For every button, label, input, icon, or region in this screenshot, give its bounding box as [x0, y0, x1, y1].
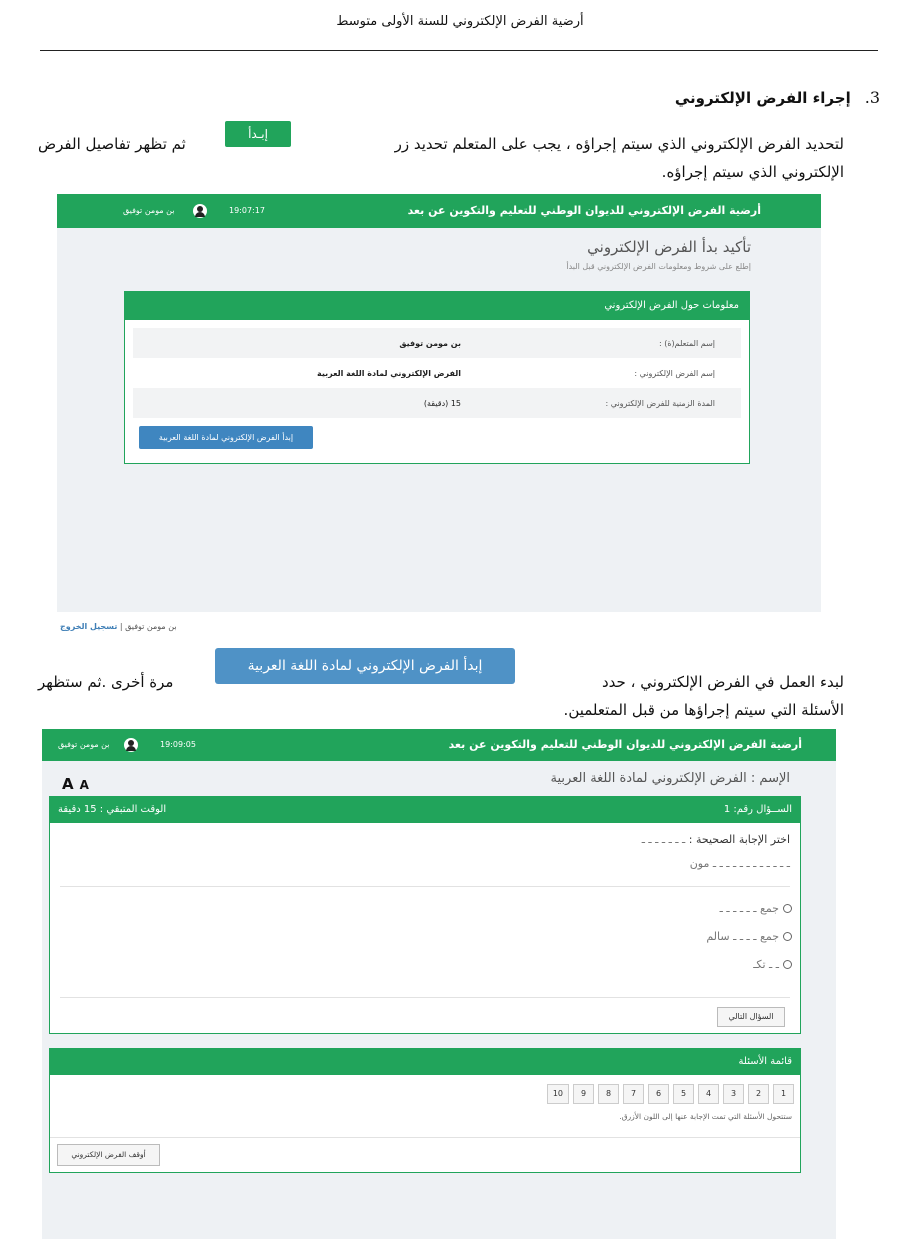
para1-line2: الإلكتروني الذي سيتم إجراؤه. — [661, 163, 844, 181]
question-prompt: اختر الإجابة الصحيحة : — [688, 833, 790, 846]
info-row — [133, 388, 741, 418]
option-label: ـ ـ تكـ — [753, 958, 779, 971]
document-header: أرضية الفرض الإلكتروني للسنة الأولى متوسط — [336, 14, 584, 29]
separator — [60, 997, 790, 998]
stop-exam-button[interactable]: أوقف الفرض الإلكتروني — [57, 1144, 160, 1166]
question-number-button[interactable]: 7 — [623, 1084, 644, 1104]
option-label: جمع ـ ـ ـ ـ ـ ـ — [719, 902, 779, 915]
info-value: 15 (دقيقة) — [423, 398, 461, 408]
option-label: جمع ـ ـ ـ ـ سالم — [706, 930, 779, 943]
start-exam-button[interactable]: إبدأ الفرض الإلكتروني لمادة اللغة العربية — [139, 426, 313, 449]
question-number-list — [547, 1084, 794, 1104]
inline-start-button[interactable]: إبـدأ — [225, 121, 291, 147]
answer-option[interactable] — [753, 958, 792, 971]
question-number-button[interactable]: 2 — [748, 1084, 769, 1104]
info-panel — [124, 291, 750, 464]
screenshot-exam — [42, 729, 836, 1239]
questions-list-panel — [49, 1048, 801, 1173]
separator — [60, 886, 790, 887]
question-header — [50, 797, 800, 823]
question-line-1 — [642, 833, 790, 846]
separator — [50, 1137, 800, 1138]
remaining-time: الوقت المتبقي : 15 دقيقة — [58, 804, 167, 815]
section-title: إجراء الفرض الإلكتروني — [674, 89, 851, 107]
site-title: أرضية الفرض الإلكتروني للديوان الوطني للتعليم والتكوين عن بعد — [448, 738, 802, 751]
info-value: بن مومن توفيق — [399, 338, 461, 348]
radio-icon[interactable] — [783, 904, 792, 913]
paragraph-1 — [38, 130, 844, 186]
info-row — [133, 328, 741, 358]
answer-option[interactable] — [720, 902, 792, 915]
user-avatar-icon[interactable] — [193, 204, 207, 218]
top-bar — [57, 194, 821, 228]
header-rule — [40, 50, 878, 51]
answer-option[interactable] — [706, 930, 792, 943]
confirm-subtitle: إطلع على شروط ومعلومات الفرض الإلكتروني قبل البدأ — [566, 262, 751, 271]
para1-line1-left: ثم تظهر تفاصيل الفرض — [38, 135, 186, 153]
question-number-button[interactable]: 9 — [573, 1084, 594, 1104]
question-number-button[interactable]: 5 — [673, 1084, 694, 1104]
para1-line1-right: لتحديد الفرض الإلكتروني الذي سيتم إجراؤه ، يجب على المتعلم تحديد زر — [394, 135, 844, 153]
para2-line1-left: مرة أخرى .ثم ستظهر — [38, 673, 174, 691]
logout-link[interactable]: تسجيل الخروج — [60, 622, 118, 631]
top-bar — [42, 729, 836, 761]
question-blurred: ـ ـ ـ ـ ـ ـ ـ — [641, 833, 686, 846]
screenshot-confirm — [57, 194, 821, 612]
footer-user: بن مومن توفيق | — [119, 622, 177, 631]
user-name[interactable]: بن مومن توفيق — [123, 206, 175, 215]
info-label: إسم الفرض الإلكتروني : — [634, 368, 715, 378]
clock: 19:09:05 — [160, 740, 196, 749]
question-panel — [49, 796, 801, 1034]
user-name[interactable]: بن مومن توفيق — [58, 740, 110, 749]
clock: 19:07:17 — [229, 206, 265, 215]
exam-name: الإسم : الفرض الإلكتروني لمادة اللغة العربية — [550, 771, 790, 786]
inline-start-exam-button[interactable]: إبدأ الفرض الإلكتروني لمادة اللغة العربية — [215, 648, 515, 684]
section-heading — [675, 88, 880, 107]
radio-icon[interactable] — [783, 960, 792, 969]
para2-line1-right: لبدء العمل في الفرض الإلكتروني ، حدد — [601, 673, 844, 691]
question-number: الســؤال رقم: 1 — [723, 804, 792, 815]
radio-icon[interactable] — [783, 932, 792, 941]
info-value: الفرض الإلكتروني لمادة اللغة العربية — [317, 368, 461, 378]
info-label: المدة الزمنية للفرض الإلكتروني : — [605, 398, 715, 408]
question-number-button[interactable]: 1 — [773, 1084, 794, 1104]
site-title: أرضية الفرض الإلكتروني للديوان الوطني للتعليم والتكوين عن بعد — [407, 204, 761, 217]
question-line-2: ـ ـ ـ ـ ـ ـ ـ ـ ـ ـ ـ ـ مون — [689, 857, 790, 870]
question-number-button[interactable]: 4 — [698, 1084, 719, 1104]
next-question-button[interactable]: السؤال التالي — [717, 1007, 785, 1027]
font-decrease-button[interactable]: A — [79, 778, 89, 792]
para2-line2: الأسئلة التي سيتم إجراؤها من قبل المتعلمين. — [563, 701, 844, 719]
question-number-button[interactable]: 3 — [723, 1084, 744, 1104]
list-note: ستتحول الأسئلة التي تمت الإجابة عنها إلى اللون الأزرق. — [619, 1112, 792, 1121]
info-panel-title: معلومات حول الفرض الإلكتروني — [125, 292, 749, 320]
question-number-button[interactable]: 6 — [648, 1084, 669, 1104]
confirm-title: تأكيد بدأ الفرض الإلكتروني — [587, 238, 751, 256]
question-number-button[interactable]: 8 — [598, 1084, 619, 1104]
font-size-controls — [62, 775, 89, 793]
font-increase-button[interactable]: A — [62, 775, 74, 793]
user-avatar-icon[interactable] — [124, 738, 138, 752]
info-label: إسم المتعلم(ة) : — [659, 338, 715, 348]
footer — [60, 622, 177, 631]
section-number: 3. — [864, 88, 880, 107]
questions-list-title: قائمة الأسئلة — [50, 1049, 800, 1075]
info-row — [133, 358, 741, 388]
question-number-button[interactable]: 10 — [547, 1084, 569, 1104]
